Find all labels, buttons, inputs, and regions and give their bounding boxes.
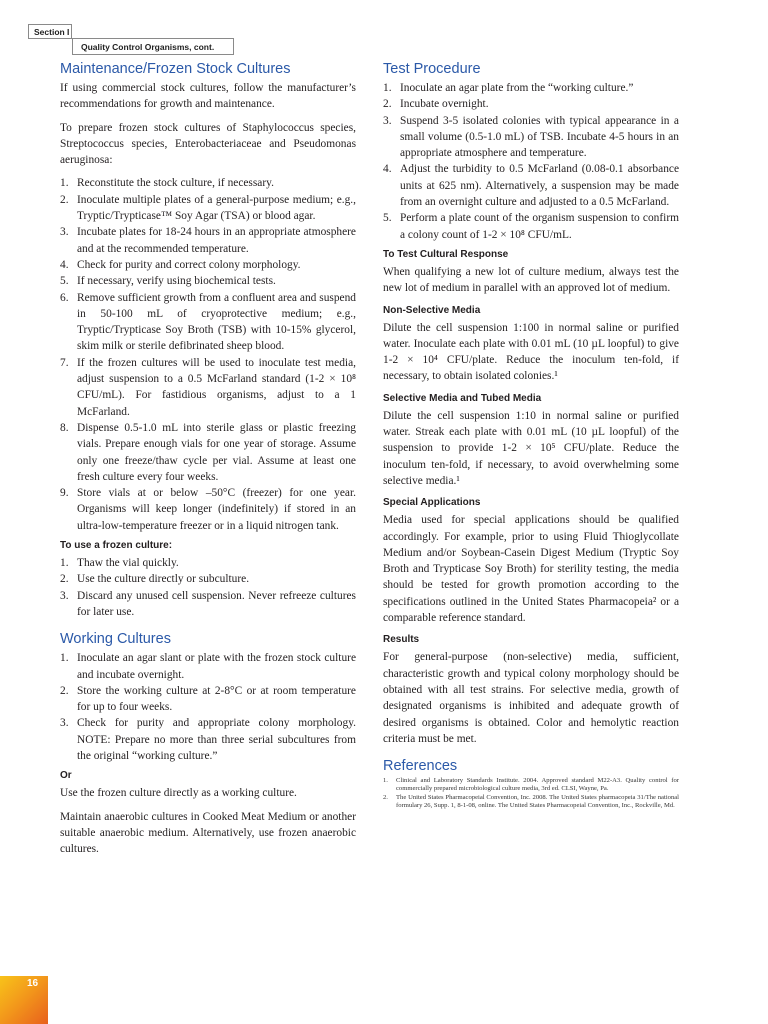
list-text: Inoculate an agar plate from the “working culture.” (400, 82, 634, 94)
special-applications-paragraph: Media used for special applications should be qualified accordingly. For example, prior to using Fluid Thioglycollate Medium and/or Soybean-Casein Digest Medium (Tryptic Soy Broth and Trypticase Soy Broth) for sterility testing, the media should be tested for growth promotion according to the specifications outlined in the United States Pharmacopeia² or a comparable reference standard. (383, 514, 679, 625)
list-text: Check for purity and correct colony morphology. (77, 258, 301, 271)
list-item (60, 290, 356, 355)
list-text: Store the working culture at 2-8°C or at room temperature for up to four weeks. (77, 684, 356, 714)
selective-heading: Selective Media and Tubed Media (383, 392, 542, 404)
list-number: 4. (60, 258, 69, 271)
list-item (60, 588, 356, 621)
list-number: 2. (383, 98, 392, 111)
list-item (383, 113, 679, 162)
list-number: 1. (383, 777, 388, 785)
page-corner-tab (0, 976, 48, 1024)
test-procedure-steps (383, 80, 679, 243)
list-text: Remove sufficient growth from a confluent area and suspend in 50-100 mL of cryoprotective medium; e.g., Tryptic/Trypticase Soy Broth (TSB) with 10-15% glycerol, skim milk or sterile defibrinated sheep blood. (77, 291, 356, 353)
test-procedure-heading: Test Procedure (383, 61, 481, 77)
page-number: 16 (27, 978, 39, 989)
list-text: Store vials at or below –50°C (freezer) for one year. Organisms will keep longer (indefinitely) if stored in an ultra-low-temperature freezer or in a liquid nitrogen tank. (77, 487, 356, 532)
list-item (60, 355, 356, 420)
list-text: Adjust the turbidity to 0.5 McFarland (0.08-0.1 absorbance units at 625 nm). Alternatively, a suspension may be made from an overnight culture and adjusted to a 0.5 McFarland. (400, 163, 679, 209)
special-applications-heading: Special Applications (383, 497, 481, 509)
list-text: The United States Pharmacopeial Convention, Inc. 2008. The United States pharmacopeia 31/The national formulary 26, Supp. 1, 8-1-08, online. The United States Pharmacopeial Convention, Inc., Rockville, Md. (396, 793, 679, 809)
section-label: Section I (28, 24, 72, 38)
list-number: 2. (60, 193, 69, 206)
cultural-response-heading: To Test Cultural Response (383, 248, 509, 260)
list-number: 2. (383, 793, 388, 801)
references-heading: References (383, 758, 458, 775)
list-number: 7. (60, 356, 69, 369)
list-item (60, 273, 356, 289)
list-item (383, 794, 679, 810)
list-item (60, 555, 356, 571)
list-number: 3. (383, 114, 392, 127)
list-item (60, 224, 356, 257)
list-item (60, 650, 356, 683)
list-number: 1. (60, 557, 69, 570)
working-culture-steps (60, 650, 356, 764)
list-text: Inoculate multiple plates of a general-purpose medium; e.g., Tryptic/Trypticase™ Soy Agar (TSA) or blood agar. (77, 193, 356, 223)
left-column (60, 60, 356, 864)
results-heading: Results (383, 634, 420, 646)
results-paragraph: For general-purpose (non-selective) media, sufficient, characteristic growth and typical colony morphology should be obtained with all test strains. For selective media, growth of designated organisms is inhibited and adequate growth of desired organisms is obtained. Color and hemolytic reaction criteria must be met. (383, 651, 679, 745)
frozen-culture-heading: To use a frozen culture: (60, 540, 173, 552)
list-number: 4. (383, 163, 392, 176)
list-number: 3. (60, 717, 69, 730)
non-selective-heading: Non-Selective Media (383, 304, 481, 316)
list-item (383, 80, 679, 96)
list-text: If necessary, verify using biochemical tests. (77, 275, 276, 288)
list-item (383, 96, 679, 112)
list-number: 6. (60, 291, 69, 304)
list-text: Clinical and Laboratory Standards Institute. 2004. Approved standard M22-A3. Quality control for commercially prepared microbiological culture media, 3rd ed. CLSI, Wayne, Pa. (396, 777, 679, 793)
list-text: Dispense 0.5-1.0 mL into sterile glass or plastic freezing vials. Prepare enough vials for one year of storage. Assume only one freeze/thaw cycle per vial. Assume at least one fresh culture every four weeks. (77, 421, 356, 483)
or-heading: Or (60, 770, 72, 782)
list-number: 3. (60, 589, 69, 602)
list-item (383, 210, 679, 243)
maintenance-steps (60, 175, 356, 534)
list-item (383, 161, 679, 210)
maintenance-heading: Maintenance/Frozen Stock Cultures (60, 61, 291, 77)
list-number: 5. (383, 212, 392, 225)
list-item (60, 571, 356, 587)
list-text: Discard any unused cell suspension. Never refreeze cultures for later use. (77, 589, 356, 618)
list-item (60, 485, 356, 534)
list-item (60, 192, 356, 225)
maintenance-intro: If using commercial stock cultures, follow the manufacturer’s recommendations for growth and maintenance. (60, 82, 356, 111)
header-divider (28, 38, 72, 39)
list-number: 2. (60, 573, 69, 586)
list-number: 9. (60, 487, 69, 500)
list-text: If the frozen cultures will be used to inoculate test media, adjust suspension to a 0.5 McFarland standard (1-2 × 10⁸ CFU/mL). For fastidious organisms, adjust to a 1 McFarland. (77, 356, 356, 418)
list-text: Incubate plates for 18-24 hours in an appropriate atmosphere and at the recommended temperature. (77, 226, 356, 255)
selective-paragraph: Dilute the cell suspension 1:10 in normal saline or purified water. Streak each plate with 0.01 mL (10 µL loopful) of the suspension to provide 1-2 × 10⁵ CFU/plate. Reduce the inoculum ten-fold, if necessary, to avoid overwhelming some selective media.¹ (383, 409, 679, 487)
list-item (383, 777, 679, 793)
list-text: Check for purity and appropriate colony morphology. NOTE: Prepare no more than three serial subcultures from the original “working culture.” (77, 717, 356, 762)
list-number: 1. (60, 652, 69, 665)
list-text: Suspend 3-5 isolated colonies with typical appearance in a small volume (0.5-1.0 mL) of TSB. Incubate 4-5 hours in an appropriate atmosphere and temperature. (400, 114, 679, 160)
running-header-title: Quality Control Organisms, cont. (72, 38, 234, 55)
right-column (383, 60, 679, 810)
list-item (60, 257, 356, 273)
list-text: Thaw the vial quickly. (77, 557, 179, 570)
list-number: 8. (60, 421, 69, 434)
anaerobic-paragraph: Maintain anaerobic cultures in Cooked Meat Medium or another suitable anaerobic medium. Alternatively, use frozen anaerobic cultures. (60, 810, 356, 856)
list-text: Inoculate an agar slant or plate with the frozen stock culture and incubate overnight. (77, 652, 356, 681)
list-item (60, 420, 356, 485)
list-item (60, 715, 356, 764)
list-number: 2. (60, 684, 69, 697)
non-selective-paragraph: Dilute the cell suspension 1:100 in normal saline or purified water. Inoculate each plate with 0.01 mL (10 µL loopful) to give 1-2 × 10⁴ CFU/plate. Reduce the inoculum ten-fold, if necessary, to obtain isolated colonies.¹ (383, 321, 679, 383)
list-text: Perform a plate count of the organism suspension to confirm a colony count of 1-2 × 10⁸ CFU/mL. (400, 212, 679, 241)
list-text: Use the culture directly or subculture. (77, 573, 250, 586)
working-cultures-heading: Working Cultures (60, 631, 171, 648)
or-paragraph: Use the frozen culture directly as a working culture. (60, 787, 297, 800)
list-text: Incubate overnight. (400, 98, 489, 111)
list-number: 5. (60, 275, 69, 288)
frozen-stock-intro: To prepare frozen stock cultures of Staphylococcus species, Streptococcus species, Enterobacteriaceae and Pseudomonas aeruginosa: (60, 121, 356, 167)
list-item (60, 683, 356, 716)
cultural-response-paragraph: When qualifying a new lot of culture medium, always test the new lot of medium in parallel with an approved lot of medium. (383, 265, 679, 295)
list-text: Reconstitute the stock culture, if necessary. (77, 177, 274, 190)
references-list (383, 777, 679, 810)
frozen-culture-steps (60, 555, 356, 620)
list-item (60, 175, 356, 191)
list-number: 1. (383, 82, 392, 94)
list-number: 3. (60, 226, 69, 239)
list-number: 1. (60, 177, 69, 190)
